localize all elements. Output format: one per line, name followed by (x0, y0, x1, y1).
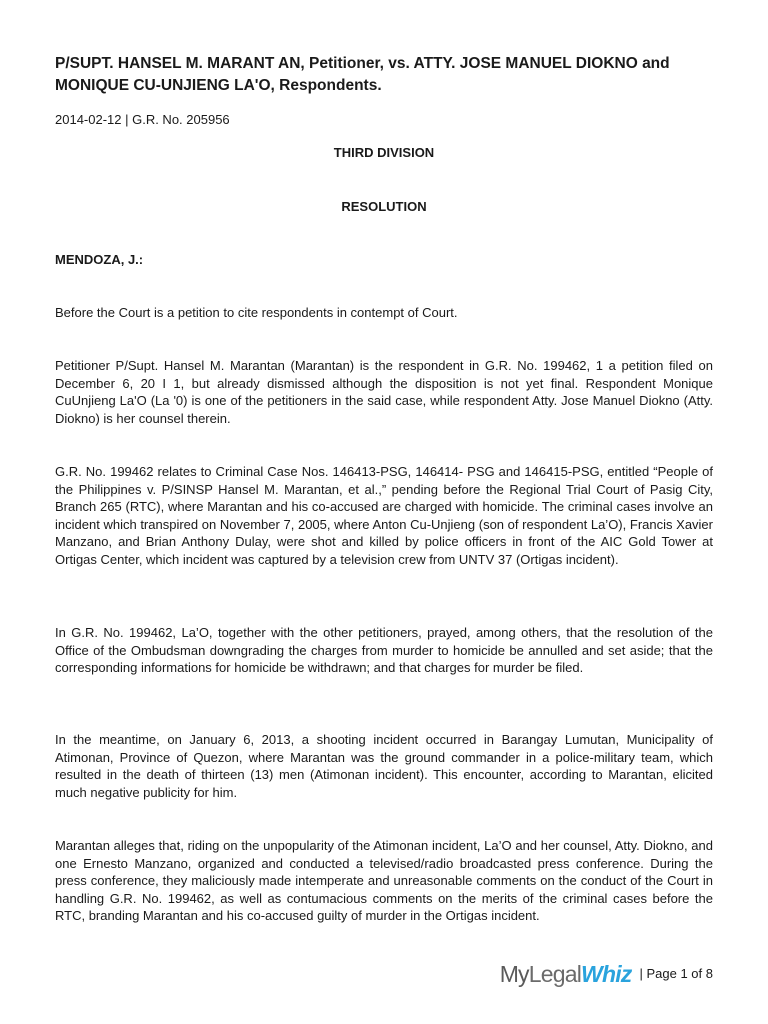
body-paragraph: Before the Court is a petition to cite respondents in contempt of Court. (55, 305, 458, 320)
logo-text-legal: Legal (528, 961, 582, 987)
case-title: P/SUPT. HANSEL M. MARANT AN, Petitioner, vs. ATTY. JOSE MANUEL DIOKNO and MONIQUE CU-UNJIENG LA'O, Respondents. (55, 55, 670, 94)
body-paragraph: Petitioner P/Supt. Hansel M. Marantan (Marantan) is the respondent in G.R. No. 199462, 1 a petition filed on December 6, 20 I 1, but already dismissed although the disposition is not yet final. Respondent Monique CuUnjieng La'O (La '0) is one of the petitioners in the said case, while respondent Atty. Jose Manuel Diokno (Atty. Diokno) is her counsel therein. (55, 358, 713, 426)
body-paragraph: Marantan alleges that, riding on the unpopularity of the Atimonan incident, La’O and her counsel, Atty. Diokno, and one Ernesto Manzano, organized and conducted a televised/radio broadcasted press conference. During the press conference, they maliciously made intemperate and unreasonable comments on the conduct of the Court in handling G.R. No. 199462, as well as contumacious comments on the merits of the criminal cases before the RTC, branding Marantan and his co-accused guilty of murder in the Ortigas incident. (55, 838, 713, 924)
division-heading: THIRD DIVISION (333, 145, 435, 160)
case-date-and-number: 2014-02-12 | G.R. No. 205956 (55, 112, 230, 127)
document-page (55, 0, 713, 1024)
ponente: MENDOZA, J.: (55, 252, 144, 267)
mylegalwhiz-logo (500, 960, 632, 988)
body-paragraph: In G.R. No. 199462, La’O, together with the other petitioners, prayed, among others, that the resolution of the Office of the Ombudsman downgrading the charges from murder to homicide be annulled and set aside; that the corresponding informations for homicide be withdrawn; and that charges for murder be filed. (55, 625, 713, 676)
page-footer (500, 960, 713, 988)
body-paragraph: G.R. No. 199462 relates to Criminal Case Nos. 146413-PSG, 146414- PSG and 146415-PSG, entitled “People of the Philippines v. P/SINSP Hansel M. Marantan, et al.,” pending before the Regional Trial Court of Pasig City, Branch 265 (RTC), where Marantan and his co-accused are charged with homicide. The criminal cases involve an incident which transpired on November 7, 2005, where Anton Cu-Unjieng (son of respondent La’O), Francis Xavier Manzano, and Brian Anthony Dulay, were shot and killed by police officers in front of the AIC Gold Tower at Ortigas Center, which incident was captured by a television crew from UNTV 37 (Ortigas incident). (55, 464, 713, 567)
document-type-heading: RESOLUTION (341, 199, 427, 214)
logo-text-my: My (499, 961, 529, 987)
page-number: | Page 1 of 8 (639, 966, 713, 981)
logo-text-whiz: Whiz (581, 961, 632, 987)
body-paragraph: In the meantime, on January 6, 2013, a shooting incident occurred in Barangay Lumutan, Municipality of Atimonan, Province of Quezon, where Marantan was the ground commander in a police-military team, which resulted in the death of thirteen (13) men (Atimonan incident). This encounter, according to Marantan, elicited much negative publicity for him. (55, 732, 713, 800)
